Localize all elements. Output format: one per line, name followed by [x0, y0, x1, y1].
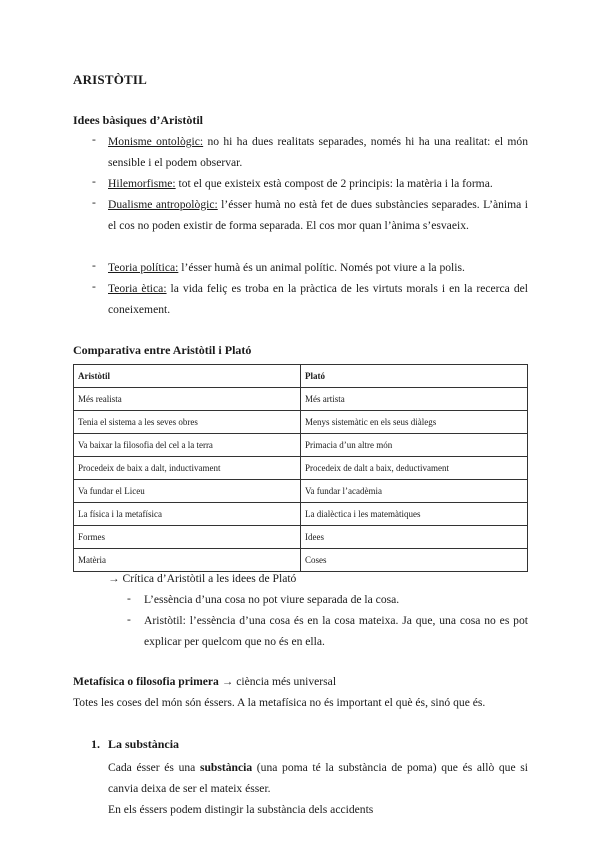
item-term: Monisme ontològic:	[108, 135, 204, 148]
table-cell: Matèria	[74, 549, 301, 572]
bullet-dash: -	[127, 613, 131, 626]
section-heading-metafisica	[73, 671, 336, 692]
item-term: Dualisme antropològic:	[108, 198, 218, 211]
table-header-row	[74, 365, 528, 388]
list-item	[108, 173, 528, 194]
table-row	[74, 388, 528, 411]
table-cell: Va fundar el Liceu	[74, 480, 301, 503]
metafisica-title: Metafísica o filosofia primera	[73, 675, 219, 688]
substancia-title: La substància	[108, 737, 180, 751]
item-text: la vida feliç es troba en la pràctica de les virtuts morals i en la recerca del coneixement.	[108, 282, 528, 316]
table-cell: Coses	[301, 549, 528, 572]
table-cell: Primacia d’un altre món	[301, 434, 528, 457]
text-span: Cada ésser és una	[108, 761, 200, 774]
table-row	[74, 526, 528, 549]
heading-number: 1.	[91, 737, 100, 751]
table-cell: Va fundar l’acadèmia	[301, 480, 528, 503]
list-item	[108, 194, 528, 236]
metafisica-suffix: → ciència més universal	[218, 675, 337, 688]
item-text: tot el que existeix està compost de 2 principis: la matèria i la forma.	[175, 177, 493, 190]
table-cell: Formes	[74, 526, 301, 549]
bullet-dash: -	[92, 280, 96, 293]
critique-heading: → Crítica d’Aristòtil a les idees de Plató	[108, 572, 297, 585]
table-row	[74, 480, 528, 503]
table-cell: Més realista	[74, 388, 301, 411]
substancia-paragraph	[108, 757, 528, 799]
item-term: Hilemorfisme:	[108, 177, 176, 190]
section-heading-idees: Idees bàsiques d’Aristòtil	[73, 113, 204, 127]
table-row	[74, 457, 528, 480]
table-cell: Menys sistemàtic en els seus diàlegs	[301, 411, 528, 434]
substancia-paragraph-2: En els éssers podem distingir la substància dels accidents	[108, 803, 374, 816]
list-item	[108, 278, 528, 320]
bullet-dash: -	[92, 259, 96, 272]
table-header-cell: Plató	[301, 365, 528, 388]
table-row	[74, 411, 528, 434]
table-cell: La física i la metafísica	[74, 503, 301, 526]
item-text: l’ésser humà és un animal polític. Només pot viure a la polis.	[178, 261, 465, 274]
item-text: no hi ha dues realitats separades, només hi ha una realitat: el món sensible i el podem observar.	[108, 135, 529, 169]
table-cell: Procedeix de dalt a baix, deductivament	[301, 457, 528, 480]
bullet-dash: -	[92, 175, 96, 188]
bullet-dash: -	[92, 196, 96, 209]
metafisica-paragraph: Totes les coses del món són éssers. A la metafísica no és important el què és, sinó que és.	[73, 696, 486, 709]
table-header-cell: Aristòtil	[74, 365, 301, 388]
table-cell: Idees	[301, 526, 528, 549]
table-cell: Més artista	[301, 388, 528, 411]
bullet-dash: -	[127, 592, 131, 605]
list-item	[108, 131, 528, 173]
table-cell: La dialèctica i les matemàtiques	[301, 503, 528, 526]
item-term: Teoria ètica:	[108, 282, 167, 295]
section-heading-comparativa: Comparativa entre Aristòtil i Plató	[73, 343, 252, 357]
table-row	[74, 503, 528, 526]
bold-term: substància	[199, 761, 253, 774]
critique-item: Aristòtil: l’essència d’una cosa és en la cosa mateixa. Ja que, una cosa no es pot explicar per quelcom que no és en ella.	[144, 614, 528, 648]
comparison-table	[73, 364, 528, 572]
numbered-heading	[91, 737, 179, 752]
list-item	[108, 257, 528, 278]
table-row	[74, 434, 528, 457]
page-title: ARISTÒTIL	[73, 72, 148, 87]
text-span: (una poma té la substància de poma) que és allò que si canvia deixa de ser el mateix ésser.	[108, 761, 528, 795]
table-cell: Tenia el sistema a les seves obres	[74, 411, 301, 434]
table-cell: Procedeix de baix a dalt, inductivament	[74, 457, 301, 480]
critique-item: L’essència d’una cosa no pot viure separada de la cosa.	[144, 593, 400, 606]
bullet-dash: -	[92, 133, 96, 146]
table-cell: Va baixar la filosofia del cel a la terra	[74, 434, 301, 457]
item-text: l’ésser humà no està fet de dues substàncies separades. L’ànima i el cos no poden existir de forma separada. El cos mor quan l’ànima s’esvaeix.	[108, 198, 528, 232]
item-term: Teoria política:	[108, 261, 179, 274]
